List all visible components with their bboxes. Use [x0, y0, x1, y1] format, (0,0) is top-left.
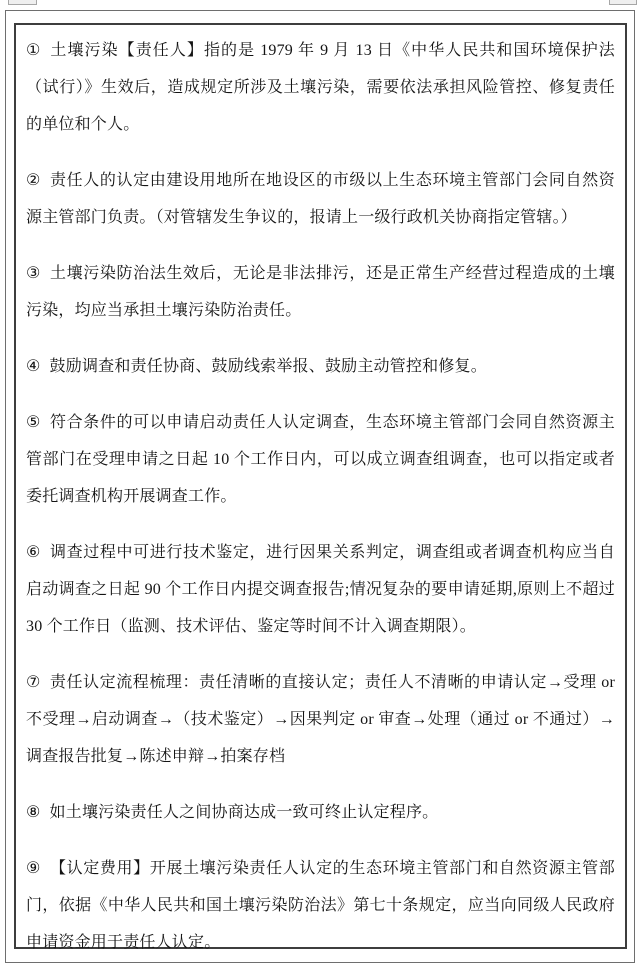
- item-text: 鼓励调查和责任协商、鼓励线索举报、鼓励主动管控和修复。: [49, 358, 487, 375]
- item-number: ⑥: [26, 544, 41, 561]
- list-item-4: [26, 348, 615, 385]
- cropped-table-cell-left: [8, 0, 37, 5]
- page-outer-border: [5, 10, 635, 963]
- item-number: ②: [26, 172, 41, 189]
- cropped-table-cell-right: [609, 0, 637, 5]
- item-text: 责任认定流程梳理：责任清晰的直接认定；责任人不清晰的申请认定→受理 or 不受理→启动调查→（技术鉴定）→因果判定 or 审查→处理（通过 or 不通过）→调查报告批复→陈述申辩→拍案存档: [26, 674, 615, 765]
- item-number: ⑦: [26, 674, 41, 691]
- item-number: ③: [26, 265, 41, 282]
- item-number: ①: [26, 42, 41, 59]
- item-text: 责任人的认定由建设用地所在地设区的市级以上生态环境主管部门会同自然资源主管部门负责。（对管辖发生争议的，报请上一级行政机关协商指定管辖。）: [26, 172, 615, 226]
- item-number: ⑧: [26, 804, 41, 821]
- item-text: 土壤污染【责任人】指的是 1979 年 9 月 13 日《中华人民共和国环境保护法（试行）》生效后，造成规定所涉及土壤污染，需要依法承担风险管控、修复责任的单位和个人。: [26, 42, 615, 133]
- list-item-9: [26, 850, 615, 961]
- item-number: ⑨: [26, 860, 41, 877]
- item-text: 【认定费用】开展土壤污染责任人认定的生态环境主管部门和自然资源主管部门，依据《中华人民共和国土壤污染防治法》第七十条规定，应当向同级人民政府申请资金用于责任人认定。: [26, 860, 615, 951]
- list-item-3: [26, 255, 615, 329]
- item-text: 如土壤污染责任人之间协商达成一致可终止认定程序。: [49, 804, 439, 821]
- item-number: ④: [26, 358, 41, 375]
- list-item-8: [26, 794, 615, 831]
- item-text: 调查过程中可进行技术鉴定，进行因果关系判定，调查组或者调查机构应当自启动调查之日起 90 个工作日内提交调查报告;情况复杂的要申请延期,原则上不超过 30 个工作日（监测、技术评估、鉴定等时间不计入调查期限）。: [26, 544, 615, 635]
- list-item-5: [26, 404, 615, 515]
- list-item-2: [26, 162, 615, 236]
- notes-content-box: [14, 23, 627, 949]
- item-text: 土壤污染防治法生效后，无论是非法排污，还是正常生产经营过程造成的土壤污染，均应当承担土壤污染防治责任。: [26, 265, 615, 319]
- item-text: 符合条件的可以申请启动责任人认定调查，生态环境主管部门会同自然资源主管部门在受理申请之日起 10 个工作日内，可以成立调查组调查，也可以指定或者委托调查机构开展调查工作。: [26, 414, 615, 505]
- list-item-7: [26, 664, 615, 775]
- list-item-1: [26, 32, 615, 143]
- item-number: ⑤: [26, 414, 41, 431]
- list-item-6: [26, 534, 615, 645]
